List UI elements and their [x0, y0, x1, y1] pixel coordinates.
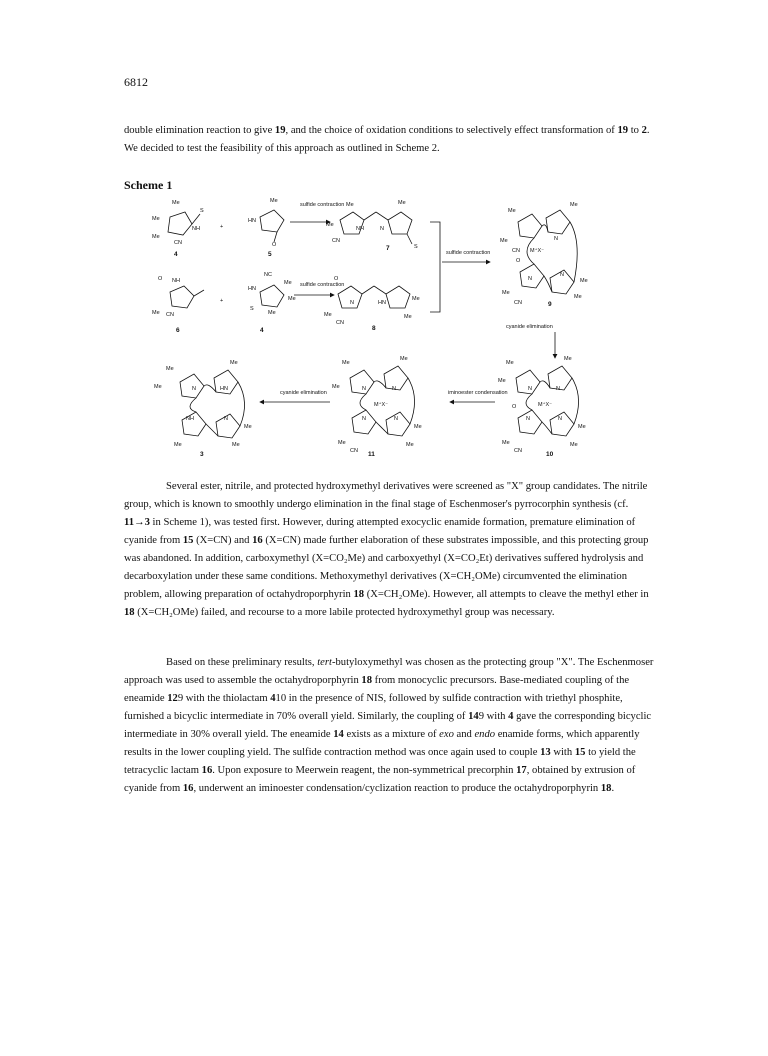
- body-paragraph: [124, 654, 654, 798]
- atom-label: Me: [398, 200, 406, 206]
- atom-label: NC: [264, 272, 272, 278]
- atom-label: N: [392, 386, 396, 392]
- compound-number: 6: [176, 327, 180, 334]
- italic-term: tert: [317, 657, 332, 668]
- atom-label: O: [512, 404, 517, 410]
- atom-label: M⁺X⁻: [530, 248, 545, 254]
- page-number: 6812: [124, 75, 148, 89]
- text-run: to yield the tetracyclic lactam: [124, 747, 636, 776]
- compound-ref: 18: [353, 589, 365, 600]
- text-run: exists as a mixture of: [343, 729, 440, 740]
- compound-ref: 19: [274, 125, 286, 136]
- atom-label: Me: [498, 378, 506, 384]
- atom-label: Me: [268, 310, 276, 316]
- atom-label: O: [516, 258, 521, 264]
- atom-label: Me: [324, 312, 332, 318]
- atom-label: Me: [502, 440, 510, 446]
- atom-label: Me: [230, 360, 238, 366]
- compound-ref: 18: [600, 783, 612, 794]
- atom-label: O: [158, 276, 163, 282]
- atom-label: Me: [400, 356, 408, 362]
- atom-label: Me: [570, 442, 578, 448]
- atom-label: CN: [350, 448, 358, 454]
- text-run: 10 in the presence of NIS, followed by sulfide contraction with triethyl phosphite, furnished a bicyclic intermediate in 70% overall yield. Similarly, the coupling of: [124, 693, 623, 722]
- compound-ref: 12: [167, 693, 178, 704]
- atom-label: +: [220, 224, 224, 230]
- compound-ref: 4: [508, 711, 514, 722]
- atom-label: Me: [404, 314, 412, 320]
- atom-label: Me: [270, 198, 278, 204]
- atom-label: Me: [154, 384, 162, 390]
- compound-ref: 14: [468, 711, 479, 722]
- compound-number: 4: [260, 327, 264, 334]
- condition-label: sulfide contraction: [300, 282, 345, 288]
- atom-label: Me: [578, 424, 586, 430]
- atom-label: CN: [332, 238, 340, 244]
- italic-term: exo: [439, 729, 454, 740]
- atom-label: Me: [564, 356, 572, 362]
- text-run: Several ester, nitrile, and protected hydroxymethyl derivatives were screened as "X" group candidates. The nitrile group, which is known to smoothly undergo elimination in the final stage of Eschenmoser's pyrrocorphin synthesis (cf.: [124, 481, 648, 510]
- atom-label: Me: [338, 440, 346, 446]
- compound-number: 7: [386, 245, 390, 252]
- compound-ref: 11→3: [124, 517, 150, 528]
- scheme-drawing: [150, 182, 620, 457]
- atom-label: HN: [378, 300, 386, 306]
- body-paragraph: [124, 478, 654, 622]
- text-run: 9 with the thiolactam: [177, 693, 271, 704]
- compound-ref: 2: [641, 125, 647, 136]
- paragraph-text: [124, 654, 654, 798]
- text-run: -butyloxymethyl was chosen as the protecting group "X". The Eschenmoser approach was used to assemble the octahydroporphyrin: [124, 657, 654, 686]
- atom-label: N: [556, 386, 560, 392]
- atom-label: N: [554, 236, 558, 242]
- atom-label: N: [192, 386, 196, 392]
- atom-label: +: [220, 298, 224, 304]
- atom-label: Me: [580, 278, 588, 284]
- atom-label: S: [200, 208, 204, 214]
- atom-label: Me: [152, 310, 160, 316]
- atom-label: S: [250, 306, 254, 312]
- scheme-title: Scheme 1: [124, 178, 173, 192]
- atom-label: Me: [406, 442, 414, 448]
- atom-label: N: [528, 276, 532, 282]
- intro-text: , and the choice of oxidation conditions to selectively effect transformation of: [285, 125, 618, 136]
- atom-label: N: [558, 416, 562, 422]
- compound-ref: 14: [333, 729, 344, 740]
- condition-label: cyanide elimination: [506, 324, 553, 330]
- atom-label: Me: [232, 442, 240, 448]
- text-run: 9 with: [478, 711, 509, 722]
- atom-label: N: [224, 416, 228, 422]
- atom-label: Me: [166, 366, 174, 372]
- text-run: with: [550, 747, 575, 758]
- text-run: gave the corresponding bicyclic intermediate in 30% overall yield. The eneamide: [124, 711, 652, 740]
- text-run: .: [611, 783, 615, 794]
- atom-label: N: [560, 272, 564, 278]
- atom-label: Me: [414, 424, 422, 430]
- compound-ref: 16: [252, 535, 263, 546]
- atom-label: HN: [248, 218, 256, 224]
- text-run: (X=CN) and: [193, 535, 253, 546]
- atom-label: N: [528, 386, 532, 392]
- atom-label: CN: [514, 448, 522, 454]
- atom-label: CN: [174, 240, 182, 246]
- compound-ref: 18: [124, 607, 135, 618]
- atom-label: Me: [284, 280, 292, 286]
- compound-ref: 13: [540, 747, 551, 758]
- compound-ref: 15: [182, 535, 194, 546]
- atom-label: NH: [172, 278, 180, 284]
- intro-text: . We decided to test the feasibility of this approach as outlined in Scheme 2.: [124, 125, 650, 154]
- atom-label: CN: [336, 320, 344, 326]
- atom-label: Me: [172, 200, 180, 206]
- atom-label: NH: [186, 416, 194, 422]
- atom-label: N: [526, 416, 530, 422]
- atom-label: N: [380, 226, 384, 232]
- atom-label: N: [350, 300, 354, 306]
- compound-ref: 15: [574, 747, 586, 758]
- compound-ref: 4: [270, 693, 276, 704]
- compound-number: 5: [268, 251, 272, 258]
- atom-label: Me: [574, 294, 582, 300]
- atom-label: Me: [506, 360, 514, 366]
- atom-label: HN: [248, 286, 256, 292]
- atom-label: HN: [220, 386, 228, 392]
- atom-label: Me: [152, 234, 160, 240]
- text-run: , underwent an iminoester condensation/cyclization reaction to produce the octahydroporphyrin: [193, 783, 601, 794]
- atom-label: Me: [508, 208, 516, 214]
- text-run: Based on these preliminary results,: [166, 657, 318, 668]
- atom-label: Me: [152, 216, 160, 222]
- atom-label: N: [394, 416, 398, 422]
- atom-label: CN: [512, 248, 520, 254]
- intro-text: double elimination reaction to give: [124, 125, 275, 136]
- compound-number: 8: [372, 325, 376, 332]
- atom-label: N: [362, 416, 366, 422]
- compound-number: 10: [546, 451, 554, 457]
- atom-label: N: [362, 386, 366, 392]
- atom-label: Me: [412, 296, 420, 302]
- atom-label: Me: [244, 424, 252, 430]
- compound-number: 11: [368, 451, 375, 457]
- atom-label: S: [414, 244, 418, 250]
- intro-text: to: [628, 125, 642, 136]
- condition-label: cyanide elimination: [280, 390, 327, 396]
- atom-label: Me: [288, 296, 296, 302]
- compound-ref: 16: [182, 783, 194, 794]
- compound-number: 9: [548, 301, 552, 308]
- compound-number: 3: [200, 451, 204, 457]
- atom-label: Me: [500, 238, 508, 244]
- atom-label: NH: [192, 226, 200, 232]
- text-run: . Upon exposure to Meerwein reagent, the non-symmetrical precorphin: [212, 765, 517, 776]
- atom-label: Me: [332, 384, 340, 390]
- condition-label: sulfide contraction: [300, 202, 345, 208]
- text-run: enamide forms, which apparently results in the lower coupling yield. The sulfide contraction method was once again used to couple: [124, 729, 640, 758]
- paragraph-text: [124, 478, 654, 622]
- reaction-arrows: [260, 222, 555, 402]
- atom-label: Me: [502, 290, 510, 296]
- compound-numbers: [174, 245, 554, 457]
- atom-label: O: [334, 276, 339, 282]
- text-run: from monocyclic precursors. Base-mediated coupling of the eneamide: [124, 675, 630, 704]
- text-run: , obtained by extrusion of cyanide from: [124, 765, 636, 794]
- text-run: (X=CH₂OMe) failed, and recourse to a more labile protected hydroxymethyl group was necessary.: [134, 607, 555, 618]
- compound-ref: 16: [201, 765, 213, 776]
- atom-label: CN: [166, 312, 174, 318]
- condition-label: sulfide contraction: [446, 250, 491, 256]
- compound-ref: 18: [361, 675, 373, 686]
- atom-label: Me: [346, 202, 354, 208]
- compound-number: 4: [174, 251, 178, 258]
- atom-label: CN: [514, 300, 522, 306]
- condition-label: iminoester condensation: [448, 390, 508, 396]
- text-run: (X=CN) made further elaboration of these substrates impossible, and this protecting group was abandoned. In addition, carboxymethyl (X=CO₂Me) and carboxyethyl (X=CO₂Et) derivatives suffered hydrolysis and decarboxylation under these same conditions. Methoxymethyl derivatives (X=CH₂OMe) circumvented the elimination problem, allowing preparation of octahydroporphyrin: [124, 535, 649, 600]
- text-run: in Scheme 1), was tested first. However, during attempted exocyclic enamide formation, premature elimination of cyanide from: [124, 517, 636, 546]
- scheme-figure: [150, 182, 620, 457]
- atom-label: NH: [356, 226, 364, 232]
- text-run: (X=CH₂OMe). However, all attempts to cleave the methyl ether in: [364, 589, 649, 600]
- compound-ref: 17: [516, 765, 527, 776]
- atom-label: Me: [326, 222, 334, 228]
- atom-label: Me: [174, 442, 182, 448]
- atom-label: Me: [342, 360, 350, 366]
- text-run: and: [453, 729, 475, 740]
- atom-label: O: [272, 242, 277, 248]
- italic-term: endo: [474, 729, 496, 740]
- atom-label: M⁺X⁻: [538, 402, 553, 408]
- atom-label: M⁺X⁻: [374, 402, 389, 408]
- intro-paragraph: [124, 122, 654, 158]
- compound-ref: 19: [617, 125, 629, 136]
- atom-label: Me: [570, 202, 578, 208]
